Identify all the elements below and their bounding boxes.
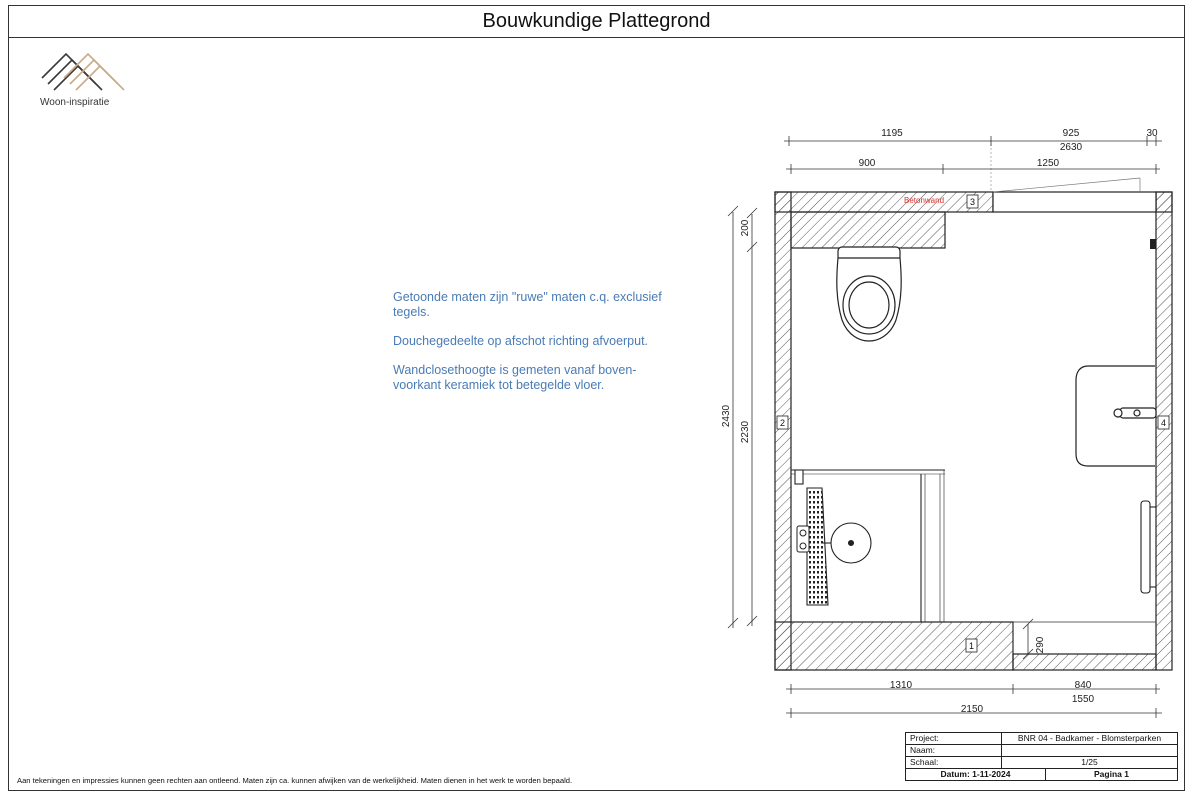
dim-1250: 1250 [1036, 158, 1060, 169]
wall-number-3: 3 [969, 197, 976, 207]
dim-2630: 2630 [1059, 142, 1083, 153]
wall-number-1: 1 [968, 641, 975, 651]
project-label: Project: [906, 733, 1002, 745]
dim-2230: 2230 [740, 420, 751, 444]
schaal-label: Schaal: [906, 757, 1002, 769]
datum-cell: Datum: 1-11-2024 [906, 769, 1046, 781]
toilet-icon [837, 247, 901, 341]
towel-rail-icon [1141, 501, 1156, 593]
page-title: Bouwkundige Plattegrond [482, 10, 711, 32]
note-shower-slope: Douchegedeelte op afschot richting afvoerput. [393, 334, 649, 348]
dim-2430: 2430 [721, 404, 732, 428]
wall-label-betonwand: Betonwand [903, 196, 945, 205]
sink-icon [1076, 366, 1156, 466]
wall-right [1156, 192, 1172, 670]
drain-channel [807, 488, 828, 605]
wall-number-4: 4 [1160, 418, 1167, 428]
dim-1310: 1310 [889, 680, 913, 691]
dim-840: 840 [1074, 680, 1092, 691]
schaal-value: 1/25 [1002, 757, 1178, 769]
naam-value [1002, 745, 1178, 757]
dim-290: 290 [1035, 636, 1046, 654]
dim-925: 925 [1062, 128, 1080, 139]
dim-900: 900 [858, 158, 876, 169]
wall-left [775, 192, 791, 670]
dim-2150: 2150 [960, 704, 984, 715]
shower-head-icon [823, 523, 871, 563]
naam-label: Naam: [906, 745, 1002, 757]
wall-bottom-right [1013, 654, 1156, 670]
wall-toilet-box [791, 212, 945, 248]
wall-fixture [1150, 239, 1156, 249]
logo-brand-text: Woon-inspiratie [40, 97, 110, 108]
wall-number-2: 2 [779, 418, 786, 428]
dim-30: 30 [1146, 128, 1158, 139]
door-opening [993, 192, 1156, 212]
disclaimer-text: Aan tekeningen en impressies kunnen geen rechten aan ontleend. Maten zijn ca. kunnen afwijken van de werkelijkheid. Maten dienen in het werk te worden bepaald. [17, 776, 573, 785]
project-value: BNR 04 - Badkamer - Blomsterparken [1002, 733, 1178, 745]
note-raw-dimensions: Getoonde maten zijn "ruwe" maten c.q. exclusief tegels. [393, 290, 662, 319]
dim-200: 200 [740, 219, 751, 237]
shower-mixer-icon [797, 526, 809, 552]
title-block [905, 732, 1178, 781]
pagina-cell: Pagina 1 [1046, 769, 1178, 781]
wall-top-right [1156, 192, 1172, 212]
dim-1550: 1550 [1071, 694, 1095, 705]
wall-top-left [775, 192, 993, 212]
note-toilet-height: Wandclosethoogte is gemeten vanaf boven-voorkant keramiek tot betegelde vloer. [393, 363, 637, 392]
dim-1195: 1195 [881, 128, 903, 139]
